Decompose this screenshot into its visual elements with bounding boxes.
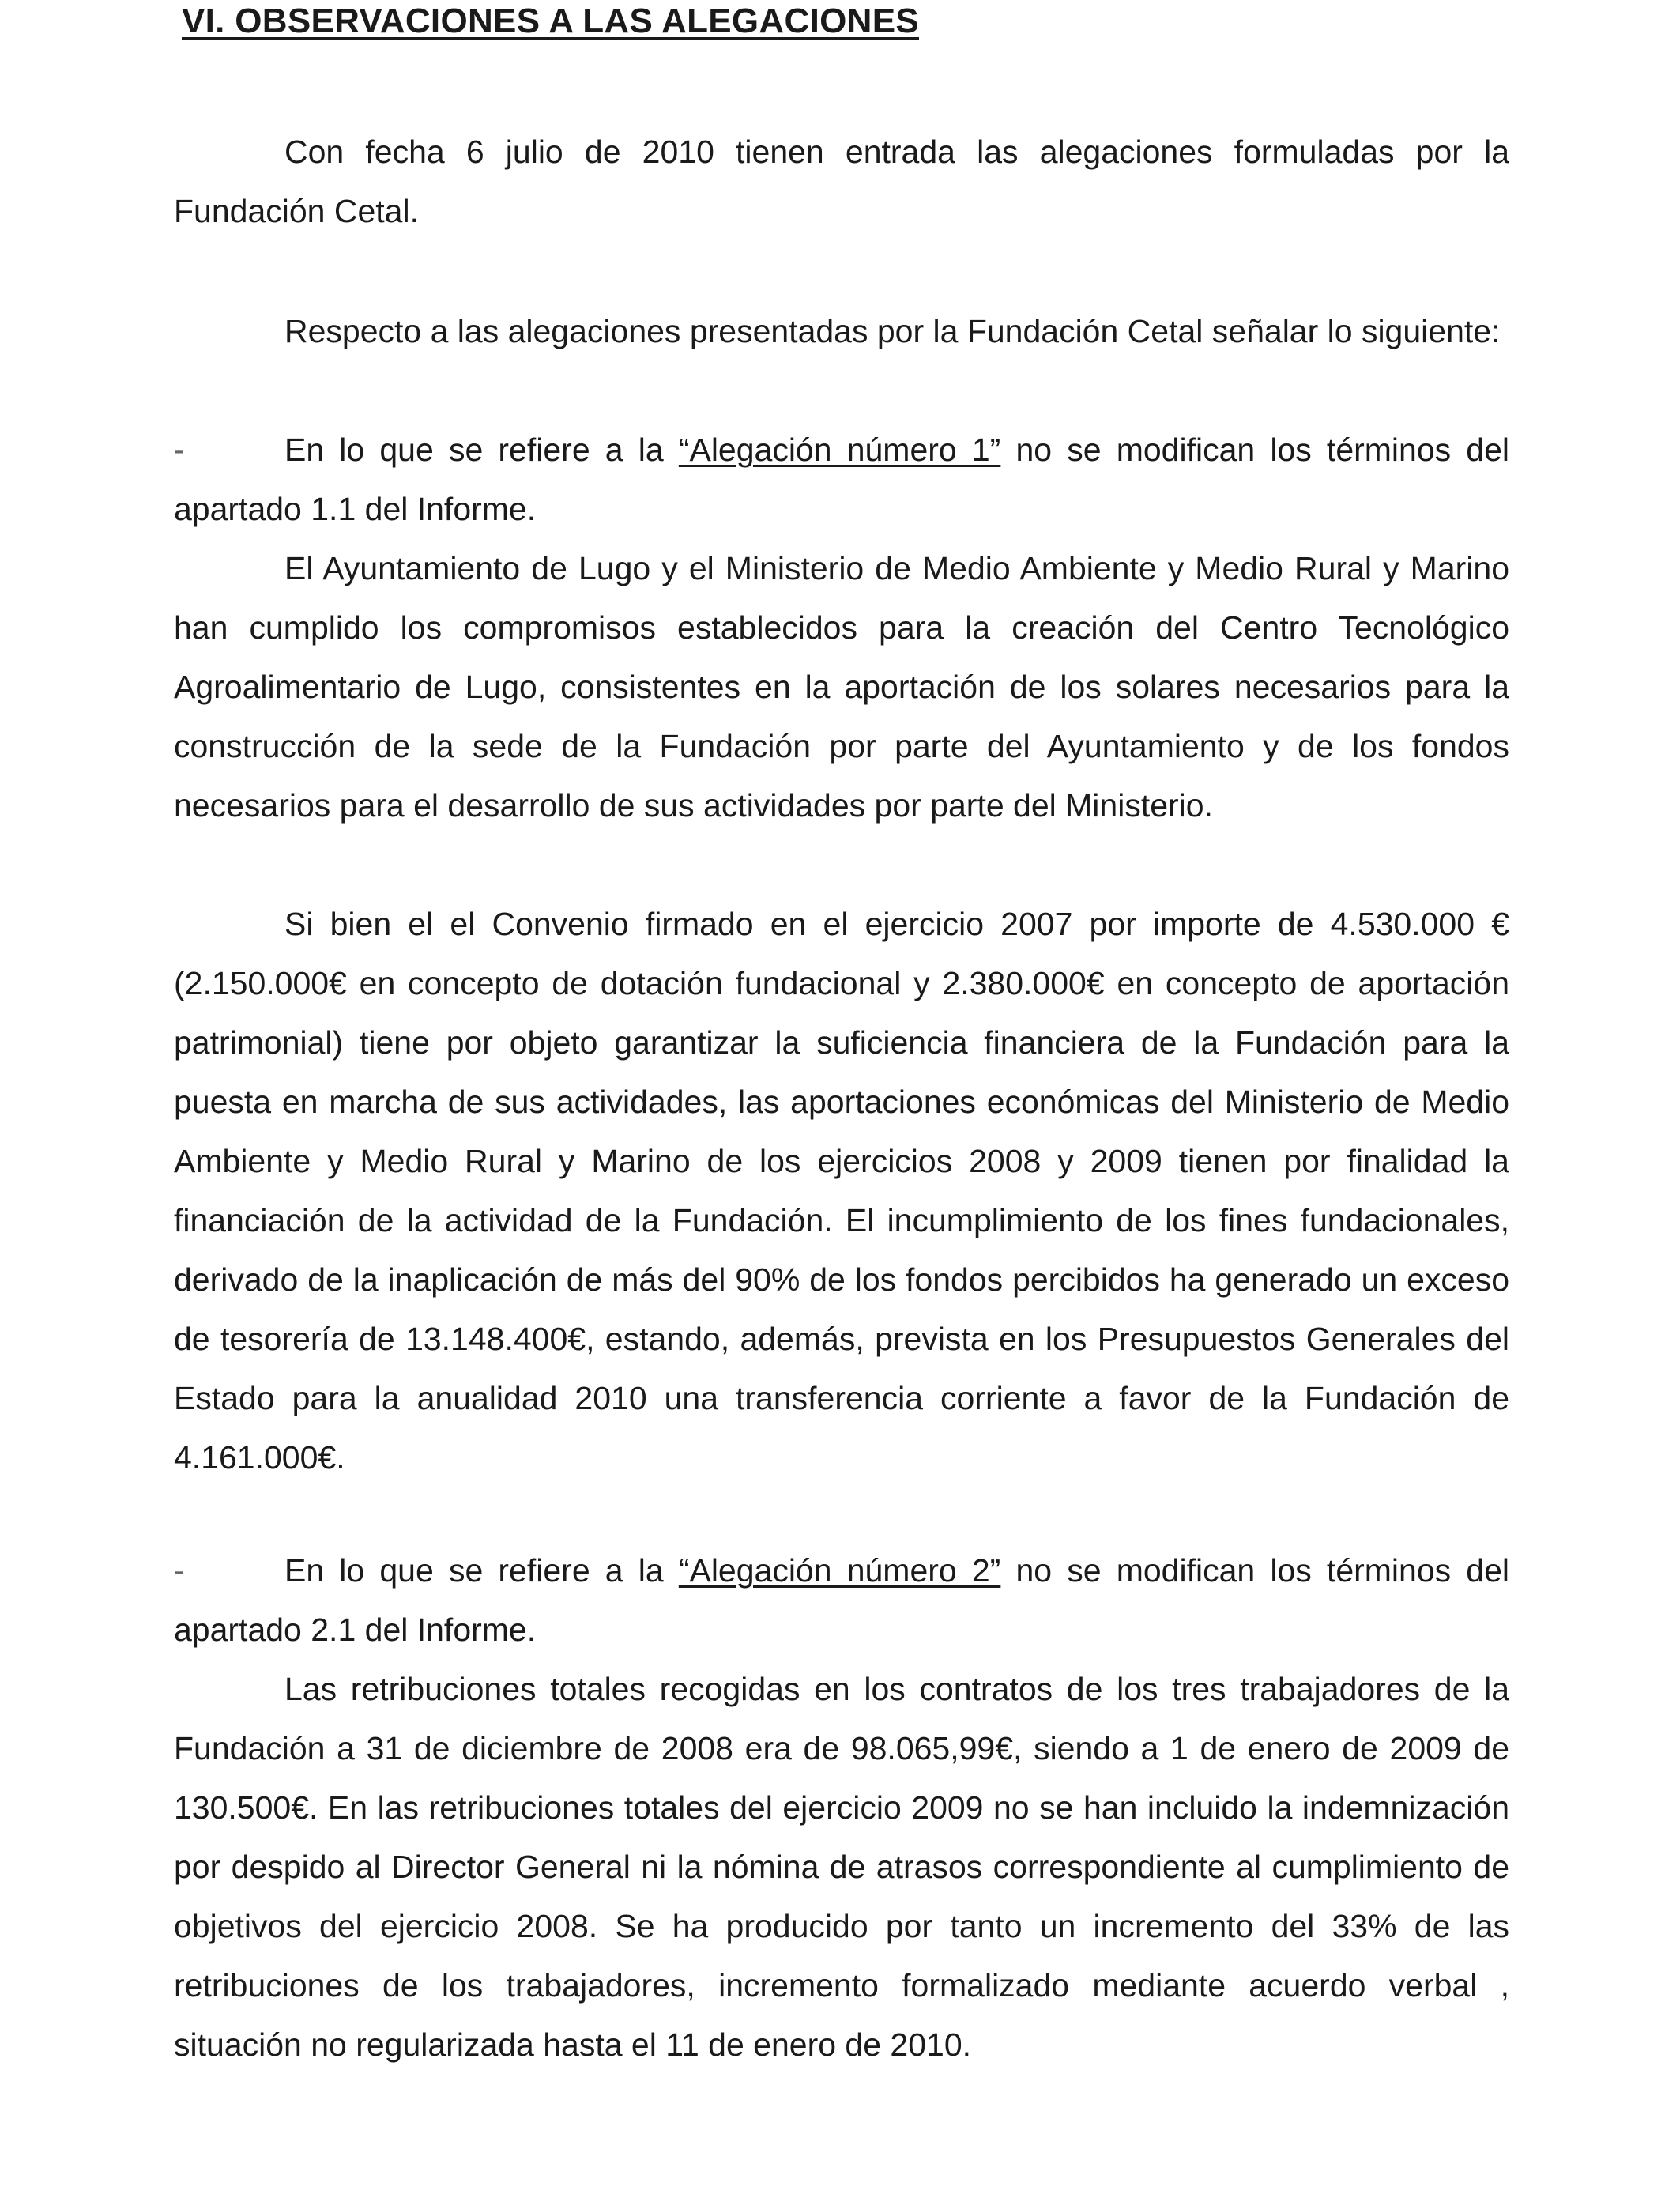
list-item-alegacion-2: - En lo que se refiere a la “Alegación número 2” no se modifican los términos del apartado 2.1 del Informe.: [174, 1541, 1509, 1660]
paragraph-respecto: [174, 302, 1509, 361]
alegacion-2-reference: “Alegación número 2”: [678, 1552, 1001, 1589]
bullet-dash: -: [174, 1552, 185, 1589]
list-item-alegacion-1: - En lo que se refiere a la “Alegación número 1” no se modifican los términos del apartado 1.1 del Informe.: [174, 420, 1509, 539]
paragraph-retribuciones: [174, 1660, 1509, 2075]
paragraph-ayuntamiento-text: El Ayuntamiento de Lugo y el Ministerio de Medio Ambiente y Medio Rural y Marino han cumplido los compromisos establecidos para la creación del Centro Tecnológico Agroalimentario de Lugo, consistentes en la aportación de los solares necesarios para la construcción de la sede de la Fundación por parte del Ayuntamiento y de los fondos necesarios para el desarrollo de sus actividades por parte del Ministerio.: [174, 550, 1509, 824]
paragraph-respecto-text: Respecto a las alegaciones presentadas por la Fundación Cetal señalar lo siguiente:: [284, 313, 1501, 349]
alegacion-1-reference: “Alegación número 1”: [678, 432, 1001, 468]
paragraph-convenio: [174, 895, 1509, 1487]
bullet-dash: -: [174, 432, 185, 468]
section-heading: VI. OBSERVACIONES A LAS ALEGACIONES: [182, 2, 919, 40]
paragraph-intro: [174, 123, 1509, 241]
paragraph-retribuciones-text: Las retribuciones totales recogidas en los contratos de los tres trabajadores de la Fundación a 31 de diciembre de 2008 era de 98.065,99€, siendo a 1 de enero de 2009 de 130.500€. En las retribuciones totales del ejercicio 2009 no se han incluido la indemnización por despido al Director General ni la nómina de atrasos correspondiente al cumplimiento de objetivos del ejercicio 2008. Se ha producido por tanto un incremento del 33% de las retribuciones de los trabajadores, incremento formalizado mediante acuerdo verbal , situación no regularizada hasta el 11 de enero de 2010.: [174, 1671, 1509, 2063]
paragraph-convenio-text: Si bien el el Convenio firmado en el ejercicio 2007 por importe de 4.530.000 € (2.150.000€ en concepto de dotación fundacional y 2.380.000€ en concepto de aportación patrimonial) tiene por objeto garantizar la suficiencia financiera de la Fundación para la puesta en marcha de sus actividades, las aportaciones económicas del Ministerio de Medio Ambiente y Medio Rural y Marino de los ejercicios 2008 y 2009 tienen por finalidad la financiación de la actividad de la Fundación. El incumplimiento de los fines fundacionales, derivado de la inaplicación de más del 90% de los fondos percibidos ha generado un exceso de tesorería de 13.148.400€, estando, además, prevista en los Presupuestos Generales del Estado para la anualidad 2010 una transferencia corriente a favor de la Fundación de 4.161.000€.: [174, 906, 1509, 1476]
paragraph-intro-text: Con fecha 6 julio de 2010 tienen entrada las alegaciones formuladas por la Fundación Cetal.: [174, 134, 1509, 229]
paragraph-ayuntamiento: [174, 539, 1509, 835]
